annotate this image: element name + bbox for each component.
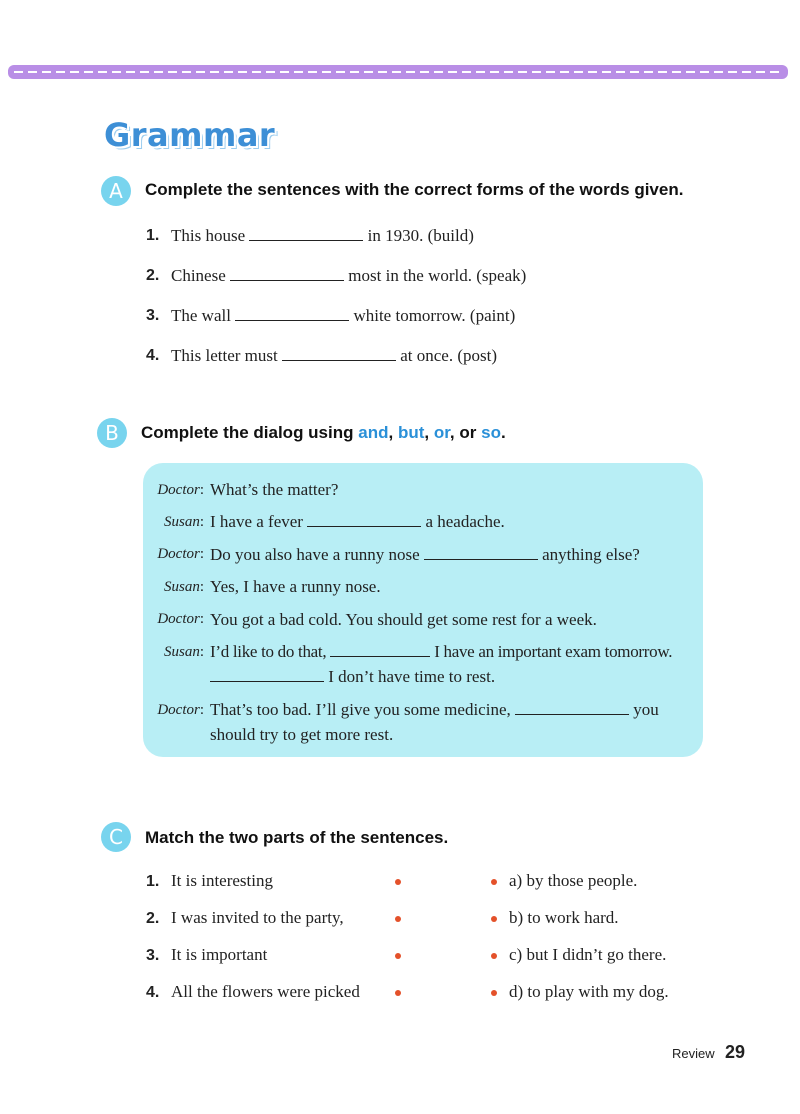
speaker-label: Susan:	[163, 579, 204, 595]
dialog-text-continued: I don’t have time to rest.	[210, 667, 495, 687]
keyword-so: so	[481, 423, 501, 442]
speaker-label: Susan:	[163, 644, 204, 660]
item-text: most in the world. (speak)	[348, 266, 527, 285]
section-c-instruction: Match the two parts of the sentences.	[145, 828, 449, 847]
speaker-label: Doctor:	[157, 482, 204, 498]
instruction-separator: , or	[449, 423, 477, 442]
instruction-text: Complete the dialog using	[141, 423, 354, 442]
item-number: 3.	[146, 307, 160, 324]
keyword-and: and	[358, 423, 389, 442]
answer-blank[interactable]	[235, 306, 349, 321]
section-a-badge: A	[101, 176, 131, 206]
item-text: This letter must	[171, 346, 278, 365]
item-number: 1.	[146, 227, 160, 244]
page-number: 29	[725, 1042, 746, 1062]
item-text: in 1930. (build)	[367, 226, 474, 245]
match-left-text: It is important	[171, 945, 268, 964]
keyword-or: or	[433, 423, 450, 442]
dialog-text: Yes, I have a runny nose.	[210, 577, 381, 596]
footer-label: Review	[672, 1046, 715, 1061]
instruction-separator: ,	[388, 423, 394, 442]
dialog-text: I have a fever a headache.	[210, 512, 505, 531]
item-number: 2.	[146, 910, 160, 927]
match-dot-left[interactable]	[395, 990, 401, 996]
keyword-but: but	[397, 423, 425, 442]
dialog-text: That’s too bad. I’ll give you some medicine, you	[210, 700, 659, 719]
decorative-ribbon	[8, 64, 788, 80]
match-dot-right[interactable]	[491, 879, 497, 885]
answer-blank[interactable]	[307, 512, 421, 527]
dialog-text: Do you also have a runny nose anything else?	[210, 545, 640, 564]
dialog-text-continued: should try to get more rest.	[210, 725, 394, 744]
match-dot-right[interactable]	[491, 916, 497, 922]
item-text: The wall	[171, 306, 231, 325]
speaker-label: Doctor:	[157, 546, 204, 562]
match-dot-left[interactable]	[395, 953, 401, 959]
speaker-label: Doctor:	[157, 702, 204, 718]
answer-blank[interactable]	[282, 346, 396, 361]
match-right-text: d) to play with my dog.	[509, 982, 669, 1001]
section-c-badge: C	[101, 822, 131, 852]
instruction-period: .	[500, 423, 506, 442]
section-b-badge: B	[97, 418, 127, 448]
match-right-text: b) to work hard.	[509, 908, 619, 927]
item-text: Chinese	[171, 266, 226, 285]
match-right-text: a) by those people.	[509, 871, 638, 890]
dialog-text: I’d like to do that, I have an important exam tomorrow.	[210, 642, 673, 661]
match-dot-left[interactable]	[395, 879, 401, 885]
match-dot-right[interactable]	[491, 953, 497, 959]
answer-blank[interactable]	[249, 226, 363, 241]
answer-blank[interactable]	[210, 667, 324, 682]
section-a-instruction: Complete the sentences with the correct forms of the words given.	[145, 180, 684, 199]
match-dot-right[interactable]	[491, 990, 497, 996]
item-number: 1.	[146, 873, 160, 890]
match-right-text: c) but I didn’t go there.	[509, 945, 667, 964]
item-text: at once. (post)	[400, 346, 497, 365]
answer-blank[interactable]	[515, 700, 629, 715]
speaker-label: Doctor:	[157, 611, 204, 627]
dialog-text: You got a bad cold. You should get some rest for a week.	[210, 610, 597, 629]
item-text: This house	[171, 226, 246, 245]
dialog-text: What’s the matter?	[210, 480, 339, 499]
match-left-text: I was invited to the party,	[171, 908, 344, 927]
item-number: 4.	[146, 347, 160, 364]
item-text: white tomorrow. (paint)	[353, 306, 516, 325]
speaker-label: Susan:	[163, 514, 204, 530]
item-number: 2.	[146, 267, 160, 284]
answer-blank[interactable]	[424, 545, 538, 560]
match-left-text: It is interesting	[171, 871, 273, 890]
page-title: Grammar	[104, 116, 276, 154]
item-number: 4.	[146, 984, 160, 1001]
match-dot-left[interactable]	[395, 916, 401, 922]
answer-blank[interactable]	[230, 266, 344, 281]
instruction-separator: ,	[424, 423, 430, 442]
item-number: 3.	[146, 947, 160, 964]
answer-blank[interactable]	[330, 642, 430, 657]
section-b-instruction	[141, 423, 506, 443]
match-left-text: All the flowers were picked	[171, 982, 360, 1001]
